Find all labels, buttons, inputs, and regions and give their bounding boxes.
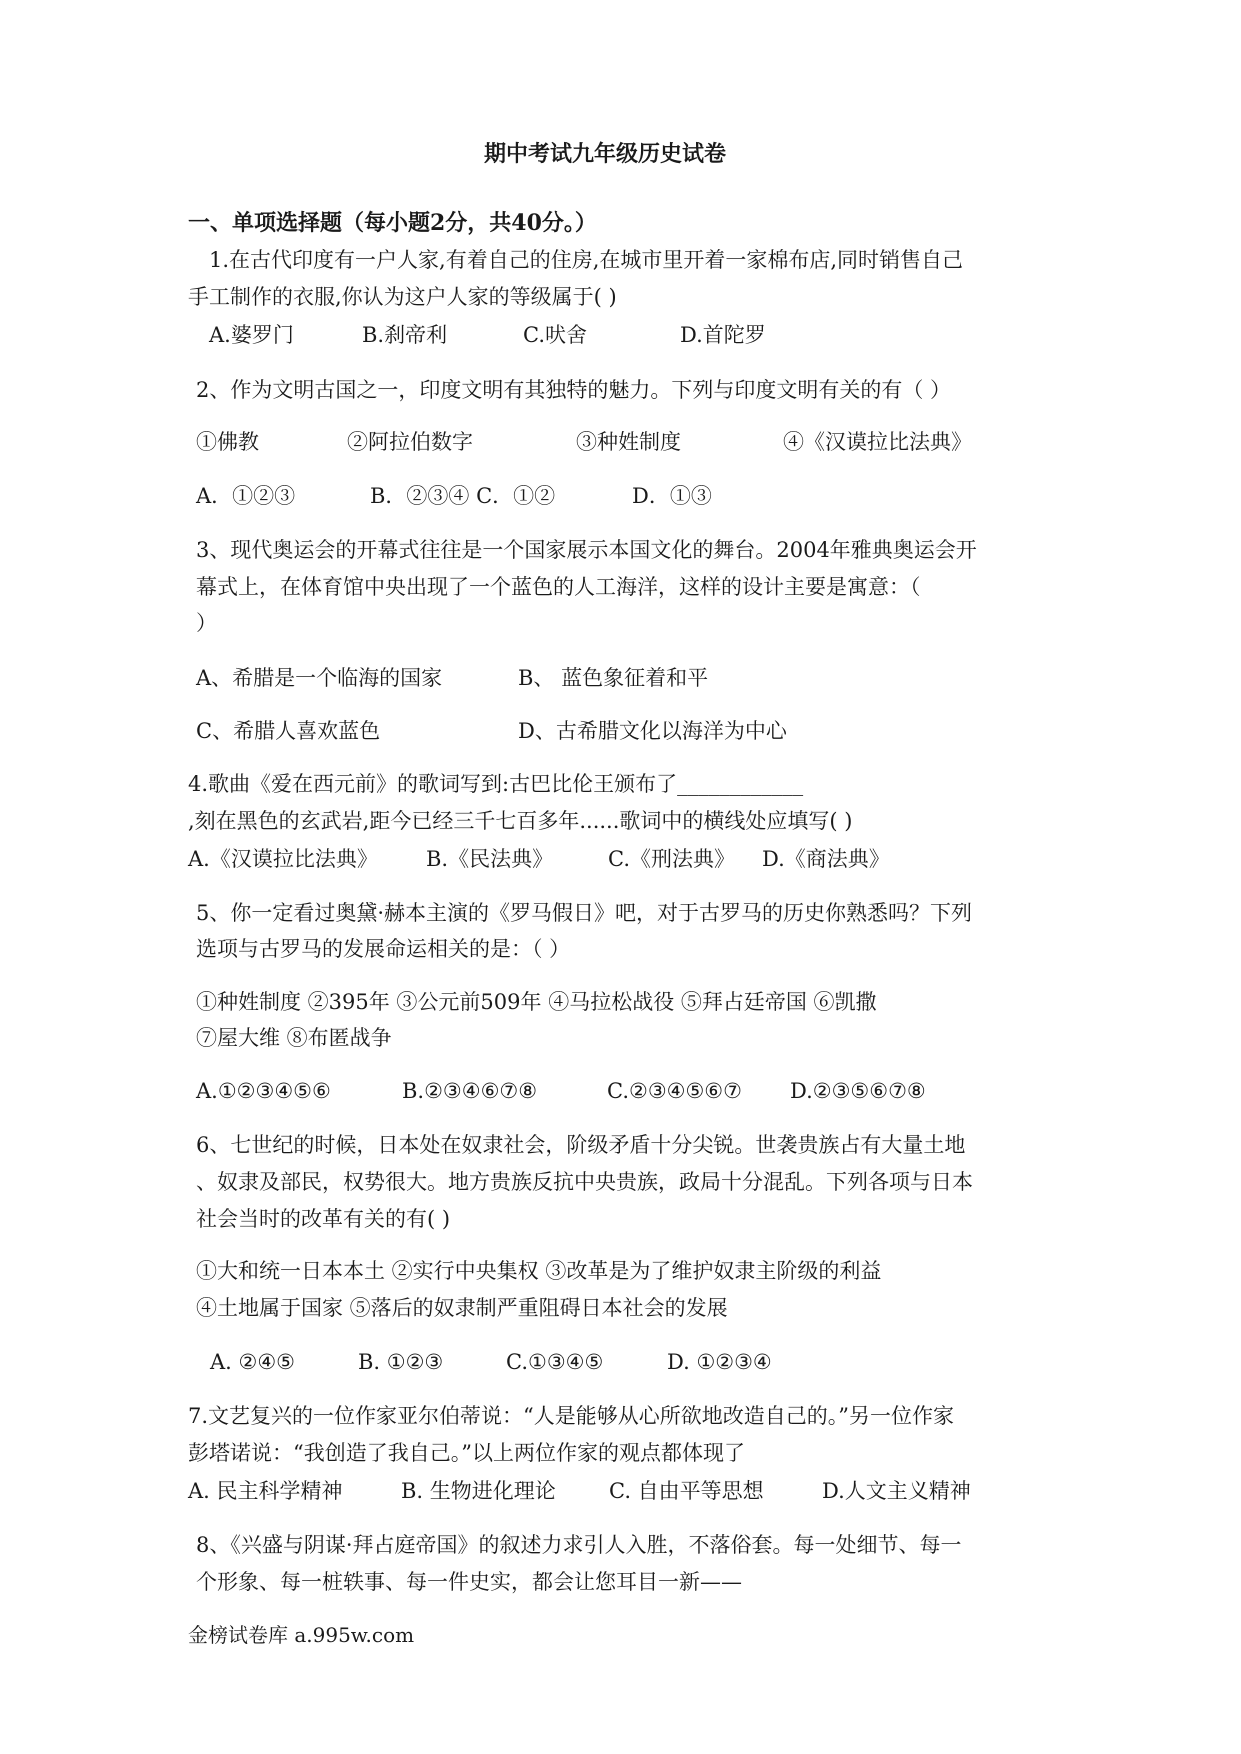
q7-option-d: D.人文主义精神 (822, 1479, 971, 1503)
q2-item-2: ②阿拉伯数字 (347, 430, 473, 454)
q1-option-d: D.首陀罗 (680, 323, 766, 347)
q8-line1: 8、《兴盛与阴谋·拜占庭帝国》的叙述力求引人入胜，不落俗套。每一处细节、每一 (196, 1533, 962, 1557)
q3-line1: 3、现代奥运会的开幕式往往是一个国家展示本国文化的舞台。2004年雅典奥运会开 (196, 538, 977, 562)
q4-line1: 4.歌曲《爱在西元前》的歌词写到:古巴比伦王颁布了____________ (188, 772, 804, 796)
q5-option-a: A.①②③④⑤⑥ (196, 1079, 331, 1103)
q3-option-c: C、希腊人喜欢蓝色 (196, 719, 381, 743)
q2-item-3: ③种姓制度 (576, 430, 681, 454)
q7-line1: 7.文艺复兴的一位作家亚尔伯蒂说：“人是能够从心所欲地改造自己的。”另一位作家 (188, 1404, 955, 1428)
q2-line1: 2、作为文明古国之一，印度文明有其独特的魅力。下列与印度文明有关的有（ ） (196, 378, 952, 402)
q8-line2: 个形象、每一桩轶事、每一件史实，都会让您耳目一新—— (196, 1570, 742, 1594)
q6-option-a: A. ②④⑤ (210, 1350, 295, 1374)
q6-option-c: C.①③④⑤ (506, 1350, 604, 1374)
q5-option-d: D.②③⑤⑥⑦⑧ (790, 1079, 926, 1103)
q5-items-line1: ①种姓制度 ②395年 ③公元前509年 ④马拉松战役 ⑤拜占廷帝国 ⑥凯撒 (196, 990, 877, 1014)
q3-option-a: A、希腊是一个临海的国家 (196, 666, 443, 690)
q6-line1: 6、七世纪的时候，日本处在奴隶社会，阶级矛盾十分尖锐。世袭贵族占有大量土地 (196, 1133, 966, 1157)
q4-option-a: A.《汉谟拉比法典》 (188, 847, 378, 871)
q6-items-line1: ①大和统一日本本土 ②实行中央集权 ③改革是为了维护奴隶主阶级的利益 (196, 1259, 882, 1283)
q6-option-d: D. ①②③④ (667, 1350, 772, 1374)
q6-line3: 社会当时的改革有关的有( ) (196, 1207, 451, 1231)
q4-line2: ,刻在黑色的玄武岩,距今已经三千七百多年......歌词中的横线处应填写( ) (188, 809, 853, 833)
q4-option-c: C.《刑法典》 (608, 847, 735, 871)
q6-line2: 、奴隶及部民，权势很大。地方贵族反抗中央贵族，政局十分混乱。下列各项与日本 (196, 1170, 973, 1194)
q7-option-b: B. 生物进化理论 (401, 1479, 556, 1503)
q3-line3: ） (196, 611, 217, 635)
q4-option-b: B.《民法典》 (426, 847, 554, 871)
q3-line2: 幕式上，在体育馆中央出现了一个蓝色的人工海洋，这样的设计主要是寓意：（ (196, 575, 921, 599)
q1-line1: 1.在古代印度有一户人家,有着自己的住房,在城市里开着一家棉布店,同时销售自己 (209, 248, 964, 272)
page-title: 期中考试九年级历史试卷 (484, 141, 727, 167)
section-heading: 一、单项选择题（每小题2分，共40分。） (188, 210, 597, 236)
q1-line2: 手工制作的衣服,你认为这户人家的等级属于( ) (188, 285, 617, 309)
q3-option-d: D、古希腊文化以海洋为中心 (518, 719, 787, 743)
q2-option-a: A．①②③ (196, 484, 296, 508)
q1-option-b: B.刹帝利 (362, 323, 448, 347)
q7-option-a: A. 民主科学精神 (188, 1479, 343, 1503)
q4-option-d: D.《商法典》 (762, 847, 890, 871)
q2-item-4: ④《汉谟拉比法典》 (783, 430, 972, 454)
q3-option-b: B、 蓝色象征着和平 (518, 666, 709, 690)
q1-option-c: C.吠舍 (523, 323, 587, 347)
q5-option-c: C.②③④⑤⑥⑦ (607, 1079, 742, 1103)
q1-option-a: A.婆罗门 (209, 323, 294, 347)
q7-line2: 彭塔诺说：“我创造了我自己。”以上两位作家的观点都体现了 (188, 1441, 745, 1465)
footer-source: 金榜试卷库 a.995w.com (188, 1623, 415, 1647)
q6-items-line2: ④土地属于国家 ⑤落后的奴隶制严重阻碍日本社会的发展 (196, 1296, 728, 1320)
q7-option-c: C. 自由平等思想 (609, 1479, 764, 1503)
q5-option-b: B.②③④⑥⑦⑧ (402, 1079, 538, 1103)
q2-item-1: ①佛教 (196, 430, 259, 454)
q5-items-line2: ⑦屋大维 ⑧布匿战争 (196, 1026, 392, 1050)
q5-line2: 选项与古罗马的发展命运相关的是：（ ） (196, 937, 571, 961)
q2-option-bc: B．②③④ C．①② (370, 484, 556, 508)
q2-option-d: D．①③ (632, 484, 712, 508)
q6-option-b: B. ①②③ (358, 1350, 444, 1374)
q5-line1: 5、你一定看过奥黛·赫本主演的《罗马假日》吧，对于古罗马的历史你熟悉吗？下列 (196, 901, 973, 925)
